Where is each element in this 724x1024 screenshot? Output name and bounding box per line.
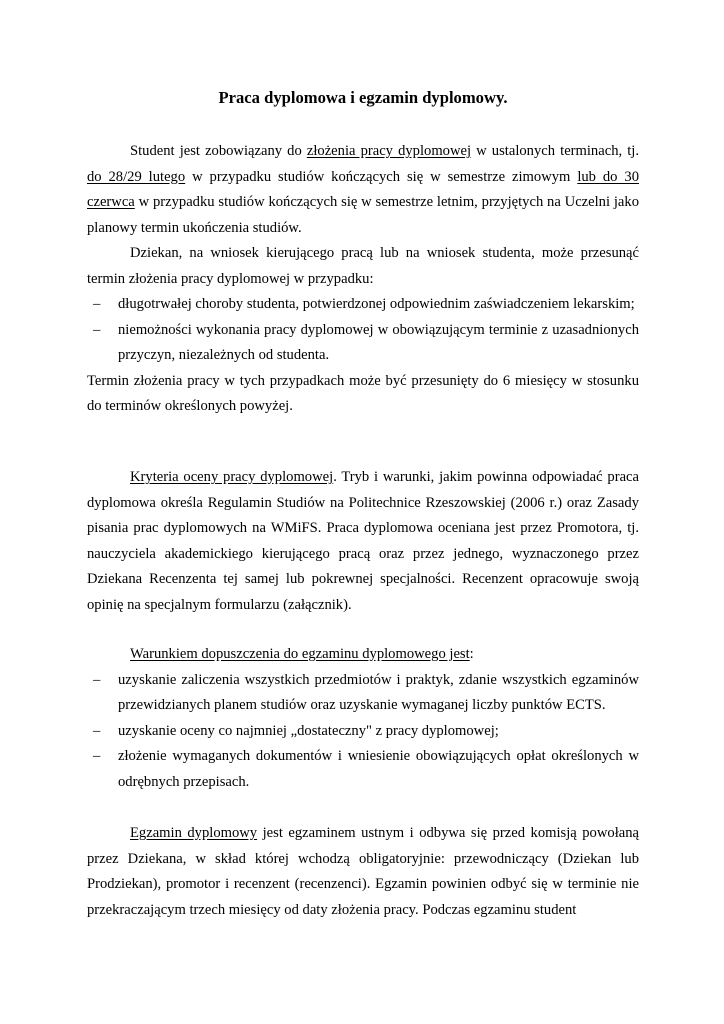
list-item xyxy=(87,719,639,745)
paragraph-extension-limit: Termin złożenia pracy w tych przypadkach może być przesunięty do 6 miesięcy w stosunku do terminów określonych powyżej. xyxy=(87,372,639,414)
section-exam xyxy=(87,821,639,923)
underlined-exam-heading: Egzamin dyplomowy xyxy=(130,825,258,841)
list-item xyxy=(87,744,639,795)
text-run: w ustalonych terminach, tj. xyxy=(471,143,639,159)
list-item-text: uzyskanie zaliczenia wszystkich przedmiotów i praktyk, zdanie wszystkich egzaminów przewidzianych planem studiów oraz uzyskanie wymaganej liczby punktów ECTS. xyxy=(118,671,639,713)
paragraph-dean-extension: Dziekan, na wniosek kierującego pracą lub na wniosek studenta, może przesunąć termin złożenia pracy dyplomowej w przypadku: xyxy=(87,245,639,287)
list-item-text: niemożności wykonania pracy dyplomowej w obowiązującym terminie z uzasadnionych przyczyn, niezależnych od studenta. xyxy=(118,321,639,363)
dash-bullet-icon: – xyxy=(93,321,101,338)
dash-bullet-icon: – xyxy=(93,722,101,739)
underlined-summer-deadline: lub do 30 czerwca xyxy=(87,168,639,210)
list-item xyxy=(87,668,639,719)
text-run: w przypadku studiów kończących się w semestrze zimowym xyxy=(185,168,578,185)
paragraph-exam xyxy=(87,821,639,923)
dash-bullet-icon: – xyxy=(93,748,101,764)
document-title: Praca dyplomowa i egzamin dyplomowy. xyxy=(218,88,508,107)
list-item-text: długotrwałej choroby studenta, potwierdzonej odpowiednim zaświadczeniem lekarskim; xyxy=(118,296,635,312)
text-run: . Tryb i warunki, jakim powinna odpowiadać praca dyplomowa określa Regulamin Studiów na Politechnice Rzeszowskiej (2006 r.) oraz Zasady pisania prac dyplomowych na WMiFS. Praca dyplomowa oceniana jest przez Promotora, tj. nauczyciela akademickiego kierującego pracą oraz przez jednego, wyznaczonego przez Dziekana Recenzenta tej samej lub pokrewnej specjalności. Recenzent opracowuje swoją opinię na specjalnym formularzu (załącznik). xyxy=(87,469,640,613)
section-submission xyxy=(87,139,639,420)
extension-reasons-list xyxy=(87,292,639,369)
paragraph-admission-heading xyxy=(87,642,639,668)
underlined-admission-heading: Warunkiem dopuszczenia do egzaminu dyplomowego jest xyxy=(130,646,470,662)
admission-conditions-list xyxy=(87,668,639,796)
underlined-winter-deadline: do 28/29 lutego xyxy=(87,168,186,185)
dash-bullet-icon: – xyxy=(93,296,101,312)
underlined-evaluation-heading: Kryteria oceny pracy dyplomowej xyxy=(130,469,334,485)
paragraph-deadlines xyxy=(87,139,639,241)
text-run: Student jest zobowiązany do xyxy=(130,143,307,159)
list-item-text: uzyskanie oceny co najmniej „dostateczny" z pracy dyplomowej; xyxy=(118,722,499,739)
section-evaluation xyxy=(87,465,639,618)
underlined-submission: złożenia pracy dyplomowej xyxy=(306,143,472,159)
section-admission xyxy=(87,642,639,795)
list-item-text: złożenie wymaganych dokumentów i wniesienie obowiązujących opłat określonych w odrębnych przepisach. xyxy=(118,748,639,790)
text-run: jest egzaminem ustnym i odbywa się przed komisją powołaną przez Dziekana, w skład której wchodzą obligatoryjnie: przewodniczący (Dziekan lub Prodziekan), promotor i recenzent (recenzenci). Egzamin powinien odbyć się w terminie nie przekraczającym trzech miesięcy od daty złożenia pracy. Podczas egzaminu student xyxy=(87,825,639,918)
dash-bullet-icon: – xyxy=(93,671,101,688)
text-run: : xyxy=(469,646,474,662)
text-run: w przypadku studiów kończących się w semestrze letnim, przyjętych na Uczelni jako planowy termin ukończenia studiów. xyxy=(87,194,639,236)
list-item xyxy=(87,318,639,369)
list-item xyxy=(87,292,639,318)
paragraph-evaluation xyxy=(87,465,639,618)
